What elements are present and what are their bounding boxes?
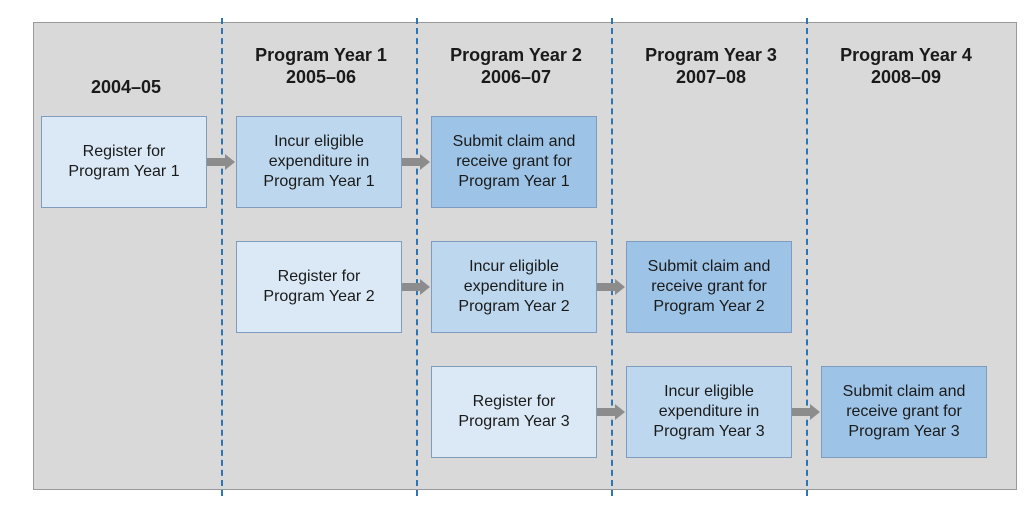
- box-text-line: Program Year 2: [458, 298, 570, 315]
- box-text-line: Incur eligible: [469, 258, 559, 275]
- column-divider: [611, 18, 613, 496]
- column-header-program-year-4: [811, 44, 1001, 88]
- box-text-line: receive grant for: [456, 153, 572, 170]
- box-text-line: Program Year 1: [458, 173, 570, 190]
- box-text-line: Program Year 2: [263, 288, 375, 305]
- box-text-line: Register for: [277, 268, 361, 285]
- submit-box-year-3: [821, 366, 987, 458]
- header-program: Program Year 1: [255, 45, 387, 65]
- right-arrow-icon: [792, 404, 820, 420]
- box-text-line: Program Year 1: [68, 163, 180, 180]
- box-text-line: Submit claim and: [452, 133, 576, 150]
- box-text-line: Program Year 3: [458, 413, 570, 430]
- box-text-line: Submit claim and: [647, 258, 771, 275]
- column-divider: [221, 18, 223, 496]
- header-program: Program Year 4: [840, 45, 972, 65]
- header-year: 2004–05: [90, 77, 162, 97]
- box-text-line: Program Year 2: [653, 298, 765, 315]
- header-program: Program Year 3: [645, 45, 777, 65]
- header-program: Program Year 2: [450, 45, 582, 65]
- box-text-line: Program Year 3: [848, 423, 960, 440]
- box-text-line: Program Year 1: [263, 173, 375, 190]
- box-text-line: Program Year 3: [653, 423, 765, 440]
- header-year: 2007–08: [675, 67, 747, 87]
- submit-box-year-2: [626, 241, 792, 333]
- right-arrow-icon: [402, 154, 430, 170]
- column-header-program-year-3: [616, 44, 806, 88]
- header-year: 2005–06: [285, 67, 357, 87]
- right-arrow-icon: [402, 279, 430, 295]
- incur-box-year-3: [626, 366, 792, 458]
- incur-box-year-1: [236, 116, 402, 208]
- column-header-2004-05: [31, 76, 221, 98]
- column-divider: [416, 18, 418, 496]
- box-text-line: Incur eligible: [274, 133, 364, 150]
- box-text-line: expenditure in: [658, 403, 760, 420]
- right-arrow-icon: [597, 404, 625, 420]
- box-text-line: Incur eligible: [664, 383, 754, 400]
- column-header-program-year-2: [421, 44, 611, 88]
- box-text-line: expenditure in: [463, 278, 565, 295]
- right-arrow-icon: [597, 279, 625, 295]
- box-text-line: Register for: [82, 143, 166, 160]
- register-box-year-1: [41, 116, 207, 208]
- register-box-year-2: [236, 241, 402, 333]
- header-year: 2006–07: [480, 67, 552, 87]
- incur-box-year-2: [431, 241, 597, 333]
- box-text-line: receive grant for: [846, 403, 962, 420]
- box-text-line: expenditure in: [268, 153, 370, 170]
- right-arrow-icon: [207, 154, 235, 170]
- submit-box-year-1: [431, 116, 597, 208]
- box-text-line: Submit claim and: [842, 383, 966, 400]
- header-year: 2008–09: [870, 67, 942, 87]
- box-text-line: receive grant for: [651, 278, 767, 295]
- box-text-line: Register for: [472, 393, 556, 410]
- column-divider: [806, 18, 808, 496]
- register-box-year-3: [431, 366, 597, 458]
- column-header-program-year-1: [226, 44, 416, 88]
